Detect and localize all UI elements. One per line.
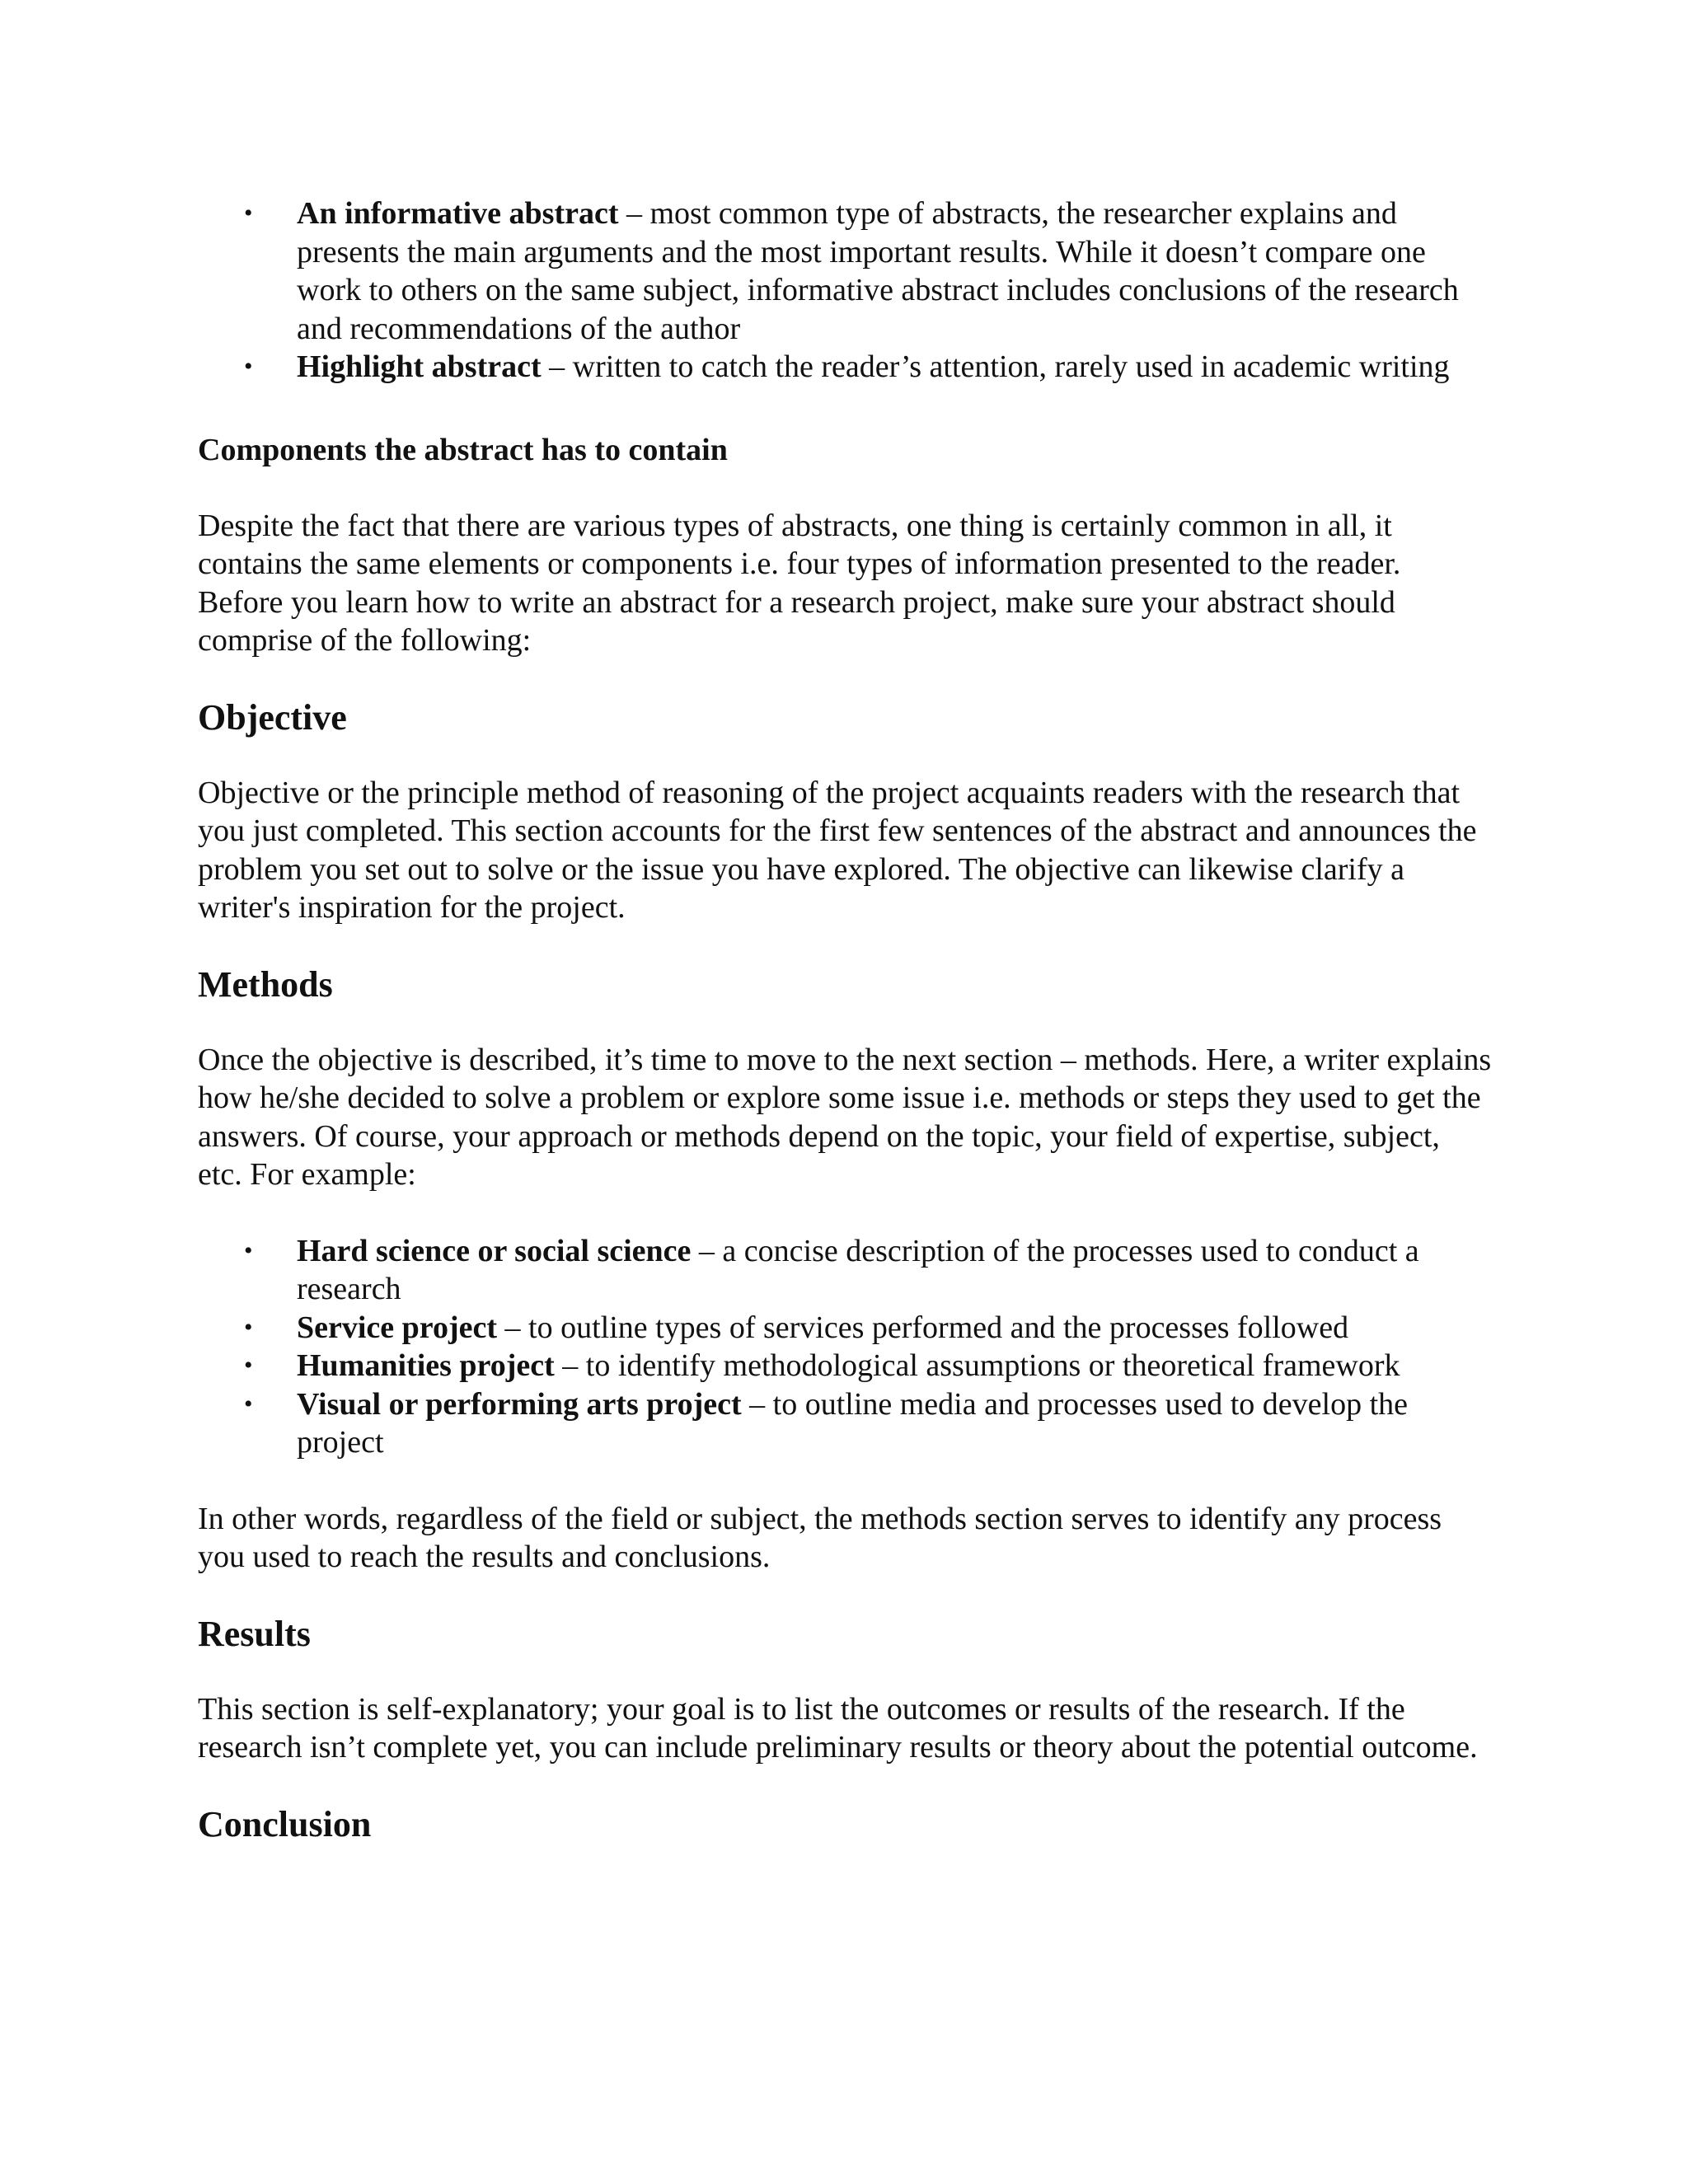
list-item-text: – to outline media and processes used to develop the project <box>297 1386 1409 1460</box>
list-item-text: – most common type of abstracts, the researcher explains and presents the main arguments and the most important results. While it doesn’t compare one work to others on the same subject, informative abstract includes conclusions of the research and recommendations of the author <box>297 196 1459 346</box>
objective-heading: Objective <box>198 696 347 738</box>
list-item <box>198 194 1492 348</box>
list-item-text: – to outline types of services performed and the processes followed <box>497 1310 1349 1345</box>
methods-closing-paragraph: In other words, regardless of the field or subject, the methods section serves to identify any process you used to reach the results and conclusions. <box>198 1501 1442 1574</box>
list-item <box>198 1347 1492 1385</box>
bullet-icon: • <box>244 1236 253 1264</box>
bullet-icon: • <box>244 1390 253 1418</box>
list-item-text: – to identify methodological assumptions or theoretical framework <box>554 1348 1400 1383</box>
bullet-icon: • <box>244 1352 253 1379</box>
components-heading: Components the abstract has to contain <box>198 432 728 467</box>
list-item-term: Highlight abstract <box>297 349 542 384</box>
results-paragraph: This section is self-explanatory; your goal is to list the outcomes or results of the research. If the research isn’t complete yet, you can include preliminary results or theory about the potential outcome. <box>198 1691 1478 1765</box>
bullet-icon: • <box>244 353 253 380</box>
list-item-text: – a concise description of the processes used to conduct a research <box>297 1233 1419 1306</box>
list-item <box>198 1232 1492 1309</box>
list-item-term: Service project <box>297 1310 498 1345</box>
abstract-types-list <box>198 194 1492 387</box>
bullet-icon: • <box>244 199 253 227</box>
list-item-text: – written to catch the reader’s attention, rarely used in academic writing <box>541 349 1450 384</box>
conclusion-heading: Conclusion <box>198 1803 372 1844</box>
list-item-term: An informative abstract <box>297 196 619 231</box>
list-item-term: Visual or performing arts project <box>297 1386 742 1422</box>
methods-examples-list <box>198 1232 1492 1462</box>
document-page <box>198 194 1492 1846</box>
objective-paragraph: Objective or the principle method of reasoning of the project acquaints readers with the research that you just completed. This section accounts for the first few sentences of the abstract and announces the problem you set out to solve or the issue you have explored. The objective can likewise clarify a writer's inspiration for the project. <box>198 775 1477 925</box>
list-item <box>198 1309 1492 1347</box>
list-item-term: Hard science or social science <box>297 1233 692 1268</box>
list-item-term: Humanities project <box>297 1348 555 1383</box>
methods-paragraph: Once the objective is described, it’s time to move to the next section – methods. Here, a writer explains how he/she decided to solve a problem or explore some issue i.e. methods or steps they used to get the answers. Of course, your approach or methods depend on the topic, your field of expertise, subject, etc. For example: <box>198 1042 1492 1192</box>
methods-heading: Methods <box>198 963 333 1005</box>
list-item <box>198 348 1492 387</box>
list-item <box>198 1385 1492 1462</box>
components-paragraph: Despite the fact that there are various types of abstracts, one thing is certainly common in all, it contains the same elements or components i.e. four types of information presented to the reader. Before you learn how to write an abstract for a research project, make sure your abstract should comprise of the following: <box>198 508 1401 658</box>
results-heading: Results <box>198 1613 311 1654</box>
bullet-icon: • <box>244 1313 253 1341</box>
